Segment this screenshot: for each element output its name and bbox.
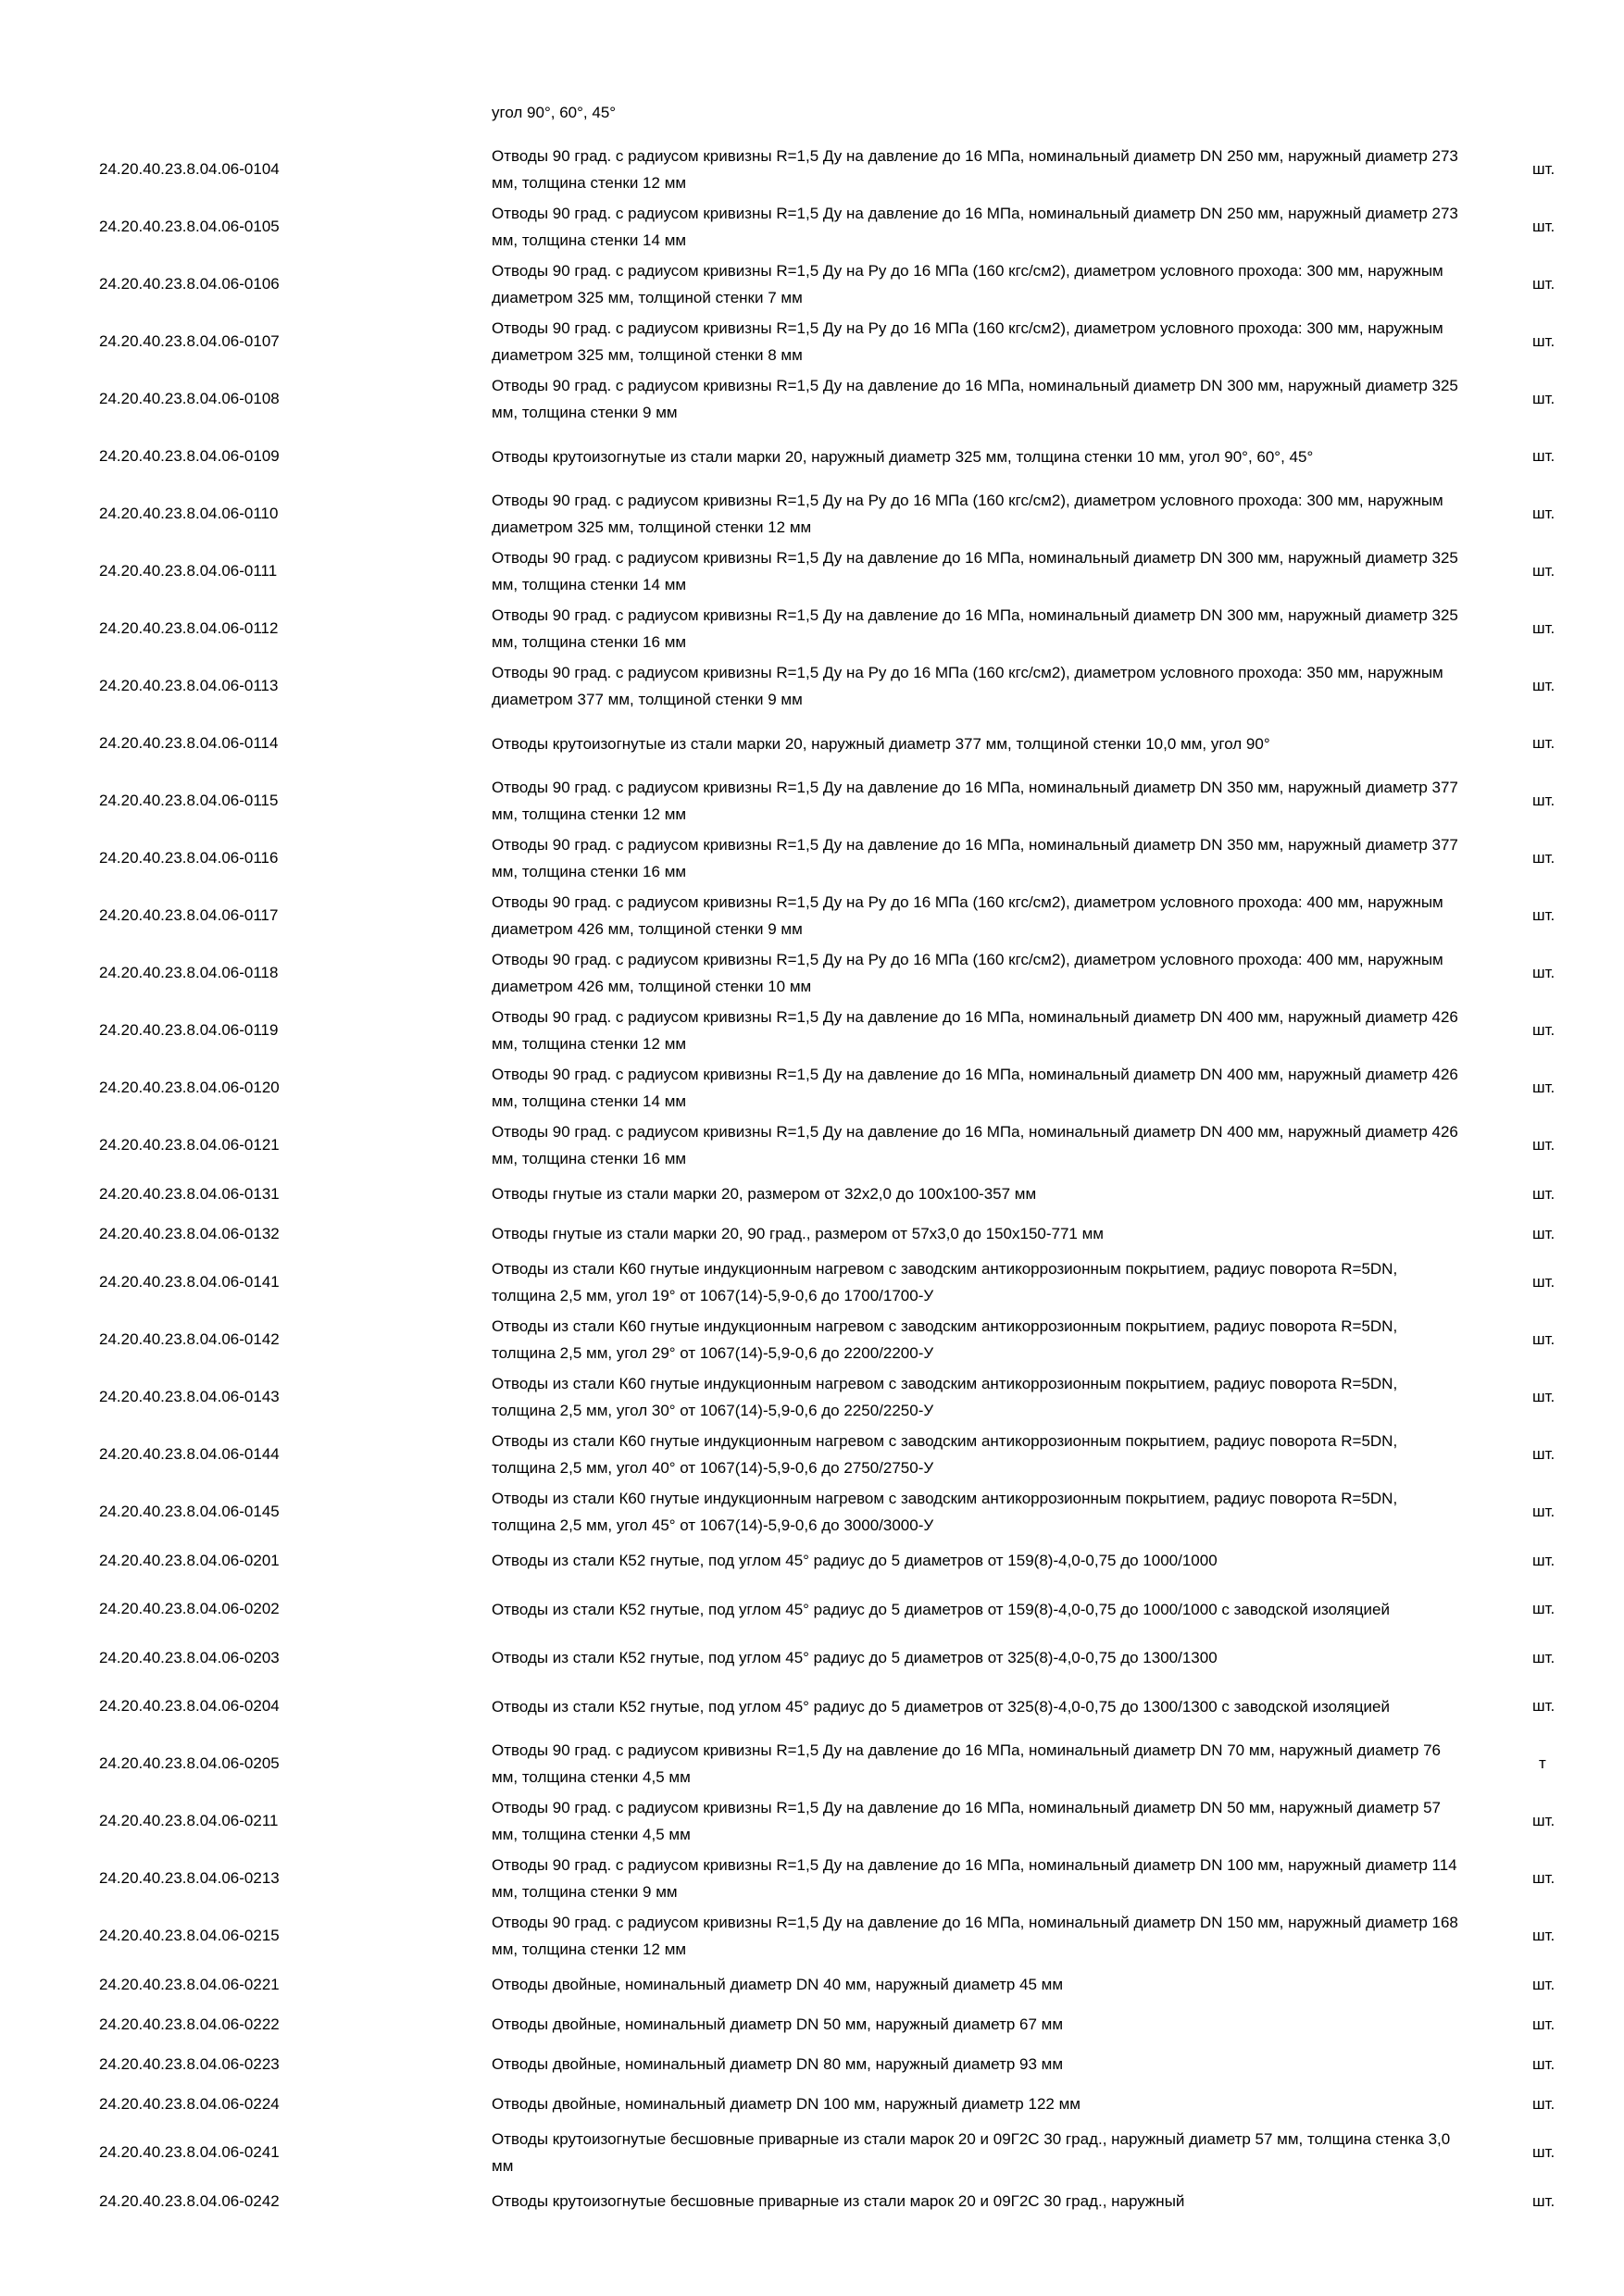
row-code: 24.20.40.23.8.04.06-0131 bbox=[99, 1184, 280, 1203]
row-description: Отводы 90 град. с радиусом кривизны R=1,5 Ду на Ру до 16 МПа (160 кгс/см2), диаметром условного прохода: 350 мм, наружным диаметром 377 мм, толщиной стенки 9 мм bbox=[492, 664, 1443, 708]
row-description: Отводы 90 град. с радиусом кривизны R=1,5 Ду на давление до 16 МПа, номинальный диаметр DN 100 мм, наружный диаметр 114 мм, толщина стенки 9 мм bbox=[492, 1856, 1457, 1901]
row-description: Отводы двойные, номинальный диаметр DN 50 мм, наружный диаметр 67 мм bbox=[492, 2015, 1064, 2033]
row-code: 24.20.40.23.8.04.06-0211 bbox=[99, 1812, 279, 1829]
table-row bbox=[0, 772, 1624, 830]
row-unit: шт. bbox=[1532, 1551, 1555, 1569]
table-row bbox=[0, 657, 1624, 715]
table-row bbox=[0, 2124, 1624, 2181]
row-code: 24.20.40.23.8.04.06-0132 bbox=[99, 1224, 280, 1242]
row-unit: шт. bbox=[1532, 906, 1555, 924]
row-unit: шт. bbox=[1532, 160, 1555, 178]
table-row bbox=[0, 141, 1624, 198]
row-code: 24.20.40.23.8.04.06-0110 bbox=[99, 505, 279, 522]
row-description: Отводы из стали К52 гнутые, под углом 45° радиус до 5 диаметров от 325(8)-4,0-0,75 до 1300/1300 с заводской изоляцией bbox=[492, 1697, 1390, 1716]
table-row bbox=[0, 256, 1624, 313]
table-row bbox=[0, 1214, 1624, 1254]
row-code: 24.20.40.23.8.04.06-0109 bbox=[99, 447, 280, 465]
row-code: 24.20.40.23.8.04.06-0242 bbox=[99, 2191, 280, 2210]
table-row bbox=[0, 2004, 1624, 2044]
table-row bbox=[0, 1254, 1624, 1311]
row-unit: шт. bbox=[1532, 1812, 1555, 1829]
row-description: Отводы из стали К60 гнутые индукционным нагревом с заводским антикоррозионным покрытием, радиус поворота R=5DN, толщина 2,5 мм, угол 30° от 1067(14)-5,9-0,6 до 2250/2250-У bbox=[492, 1375, 1398, 1419]
row-unit: шт. bbox=[1532, 2054, 1555, 2073]
row-code: 24.20.40.23.8.04.06-0118 bbox=[99, 964, 279, 981]
catalog-table bbox=[0, 141, 1624, 2221]
table-row bbox=[0, 543, 1624, 600]
row-code: 24.20.40.23.8.04.06-0201 bbox=[99, 1551, 280, 1569]
row-unit: шт. bbox=[1532, 390, 1555, 407]
row-code: 24.20.40.23.8.04.06-0221 bbox=[99, 1975, 280, 1993]
row-code: 24.20.40.23.8.04.06-0107 bbox=[99, 332, 280, 350]
row-code: 24.20.40.23.8.04.06-0114 bbox=[99, 734, 279, 752]
row-code: 24.20.40.23.8.04.06-0145 bbox=[99, 1503, 280, 1520]
row-unit: шт. bbox=[1532, 505, 1555, 522]
row-unit: шт. bbox=[1532, 1600, 1555, 1617]
row-code: 24.20.40.23.8.04.06-0106 bbox=[99, 275, 280, 293]
table-row bbox=[0, 2084, 1624, 2124]
row-unit: т bbox=[1539, 1754, 1546, 1772]
row-description: Отводы крутоизогнутые из стали марки 20, наружный диаметр 325 мм, толщина стенки 10 мм, угол 90°, 60°, 45° bbox=[492, 447, 1314, 466]
table-row bbox=[0, 1483, 1624, 1541]
row-unit: шт. bbox=[1532, 1975, 1555, 1993]
row-description: Отводы 90 град. с радиусом кривизны R=1,5 Ду на Ру до 16 МПа (160 кгс/см2), диаметром условного прохода: 300 мм, наружным диаметром 325 мм, толщиной стенки 8 мм bbox=[492, 319, 1443, 364]
row-description: Отводы крутоизогнутые бесшовные приварные из стали марок 20 и 09Г2С 30 град., наружный bbox=[492, 2192, 1185, 2210]
row-description: Отводы 90 град. с радиусом кривизны R=1,5 Ду на Ру до 16 МПа (160 кгс/см2), диаметром условного прохода: 400 мм, наружным диаметром 426 мм, толщиной стенки 10 мм bbox=[492, 951, 1443, 995]
row-unit: шт. bbox=[1532, 2015, 1555, 2033]
row-unit: шт. bbox=[1532, 1273, 1555, 1291]
table-row bbox=[0, 1735, 1624, 1792]
row-unit: шт. bbox=[1532, 1136, 1555, 1154]
row-unit: шт. bbox=[1532, 2094, 1555, 2113]
row-code: 24.20.40.23.8.04.06-0213 bbox=[99, 1869, 280, 1887]
table-row bbox=[0, 1965, 1624, 2004]
table-row bbox=[0, 485, 1624, 543]
row-unit: шт. bbox=[1532, 849, 1555, 867]
row-description: Отводы из стали К52 гнутые, под углом 45° радиус до 5 диаметров от 325(8)-4,0-0,75 до 1300/1300 bbox=[492, 1649, 1218, 1666]
row-code: 24.20.40.23.8.04.06-0113 bbox=[99, 677, 279, 694]
table-row bbox=[0, 1638, 1624, 1678]
row-unit: шт. bbox=[1532, 447, 1555, 465]
row-unit: шт. bbox=[1532, 1503, 1555, 1520]
row-code: 24.20.40.23.8.04.06-0121 bbox=[99, 1136, 280, 1154]
table-row bbox=[0, 1368, 1624, 1426]
row-code: 24.20.40.23.8.04.06-0204 bbox=[99, 1697, 280, 1715]
row-unit: шт. bbox=[1532, 734, 1555, 752]
row-description: Отводы 90 град. с радиусом кривизны R=1,5 Ду на давление до 16 МПа, номинальный диаметр DN 350 мм, наружный диаметр 377 мм, толщина стенки 12 мм bbox=[492, 779, 1458, 823]
table-row bbox=[0, 830, 1624, 887]
row-description: Отводы 90 град. с радиусом кривизны R=1,5 Ду на давление до 16 МПа, номинальный диаметр DN 70 мм, наружный диаметр 76 мм, толщина стенки 4,5 мм bbox=[492, 1741, 1441, 1786]
row-unit: шт. bbox=[1532, 332, 1555, 350]
row-code: 24.20.40.23.8.04.06-0202 bbox=[99, 1600, 280, 1617]
table-row bbox=[0, 715, 1624, 772]
row-description: Отводы двойные, номинальный диаметр DN 40 мм, наружный диаметр 45 мм bbox=[492, 1976, 1064, 1993]
row-description: Отводы крутоизогнутые бесшовные приварные из стали марок 20 и 09Г2С 30 град., наружный диаметр 57 мм, толщина стенка 3,0 мм bbox=[492, 2130, 1451, 2175]
row-description: Отводы 90 град. с радиусом кривизны R=1,5 Ду на давление до 16 МПа, номинальный диаметр DN 250 мм, наружный диаметр 273 мм, толщина стенки 12 мм bbox=[492, 147, 1458, 192]
row-code: 24.20.40.23.8.04.06-0215 bbox=[99, 1927, 280, 1944]
row-unit: шт. bbox=[1532, 1079, 1555, 1096]
row-code: 24.20.40.23.8.04.06-0223 bbox=[99, 2054, 280, 2073]
row-code: 24.20.40.23.8.04.06-0104 bbox=[99, 160, 280, 178]
row-unit: шт. bbox=[1532, 275, 1555, 293]
row-unit: шт. bbox=[1532, 1445, 1555, 1463]
table-row bbox=[0, 1059, 1624, 1117]
row-unit: шт. bbox=[1532, 1021, 1555, 1039]
row-unit: шт. bbox=[1532, 218, 1555, 235]
row-code: 24.20.40.23.8.04.06-0117 bbox=[99, 906, 279, 924]
row-unit: шт. bbox=[1532, 1184, 1555, 1203]
table-row bbox=[0, 313, 1624, 370]
row-unit: шт. bbox=[1532, 1927, 1555, 1944]
table-row bbox=[0, 1117, 1624, 1174]
row-description: Отводы 90 град. с радиусом кривизны R=1,5 Ду на Ру до 16 МПа (160 кгс/см2), диаметром условного прохода: 400 мм, наружным диаметром 426 мм, толщиной стенки 9 мм bbox=[492, 893, 1443, 938]
row-description: Отводы 90 град. с радиусом кривизны R=1,5 Ду на давление до 16 МПа, номинальный диаметр DN 400 мм, наружный диаметр 426 мм, толщина стенки 12 мм bbox=[492, 1008, 1458, 1053]
row-unit: шт. bbox=[1532, 1869, 1555, 1887]
table-row bbox=[0, 1426, 1624, 1483]
table-row bbox=[0, 1002, 1624, 1059]
row-unit: шт. bbox=[1532, 792, 1555, 809]
table-row bbox=[0, 1311, 1624, 1368]
row-description: Отводы гнутые из стали марки 20, 90 град., размером от 57х3,0 до 150х150-771 мм bbox=[492, 1225, 1104, 1242]
row-description: Отводы 90 град. с радиусом кривизны R=1,5 Ду на давление до 16 МПа, номинальный диаметр DN 50 мм, наружный диаметр 57 мм, толщина стенки 4,5 мм bbox=[492, 1799, 1441, 1843]
table-row bbox=[0, 944, 1624, 1002]
row-unit: шт. bbox=[1532, 1330, 1555, 1348]
row-code: 24.20.40.23.8.04.06-0241 bbox=[99, 2143, 280, 2161]
table-row bbox=[0, 198, 1624, 256]
row-unit: шт. bbox=[1532, 562, 1555, 580]
row-code: 24.20.40.23.8.04.06-0119 bbox=[99, 1021, 279, 1039]
row-code: 24.20.40.23.8.04.06-0111 bbox=[99, 562, 278, 580]
table-row bbox=[0, 1792, 1624, 1850]
row-code: 24.20.40.23.8.04.06-0120 bbox=[99, 1079, 280, 1096]
table-row bbox=[0, 2181, 1624, 2221]
row-description: Отводы из стали К60 гнутые индукционным нагревом с заводским антикоррозионным покрытием, радиус поворота R=5DN, толщина 2,5 мм, угол 45° от 1067(14)-5,9-0,6 до 3000/3000-У bbox=[492, 1490, 1398, 1534]
row-code: 24.20.40.23.8.04.06-0142 bbox=[99, 1330, 280, 1348]
row-code: 24.20.40.23.8.04.06-0222 bbox=[99, 2015, 280, 2033]
row-code: 24.20.40.23.8.04.06-0144 bbox=[99, 1445, 280, 1463]
table-row bbox=[0, 1678, 1624, 1735]
row-code: 24.20.40.23.8.04.06-0143 bbox=[99, 1388, 280, 1405]
row-description: Отводы из стали К52 гнутые, под углом 45° радиус до 5 диаметров от 159(8)-4,0-0,75 до 1000/1000 с заводской изоляцией bbox=[492, 1600, 1390, 1618]
row-code: 24.20.40.23.8.04.06-0115 bbox=[99, 792, 279, 809]
table-row bbox=[0, 1850, 1624, 1907]
row-unit: шт. bbox=[1532, 2191, 1555, 2210]
row-unit: шт. bbox=[1532, 619, 1555, 637]
table-row bbox=[0, 1907, 1624, 1965]
continuation-text: угол 90°, 60°, 45° bbox=[492, 104, 617, 121]
row-code: 24.20.40.23.8.04.06-0141 bbox=[99, 1273, 280, 1291]
row-description: Отводы 90 град. с радиусом кривизны R=1,5 Ду на давление до 16 МПа, номинальный диаметр DN 300 мм, наружный диаметр 325 мм, толщина стенки 9 мм bbox=[492, 377, 1458, 421]
row-code: 24.20.40.23.8.04.06-0108 bbox=[99, 390, 280, 407]
row-description: Отводы 90 град. с радиусом кривизны R=1,5 Ду на давление до 16 МПа, номинальный диаметр DN 300 мм, наружный диаметр 325 мм, толщина стенки 14 мм bbox=[492, 549, 1458, 593]
row-description: Отводы 90 град. с радиусом кривизны R=1,5 Ду на Ру до 16 МПа (160 кгс/см2), диаметром условного прохода: 300 мм, наружным диаметром 325 мм, толщиной стенки 12 мм bbox=[492, 492, 1443, 536]
row-description: Отводы 90 град. с радиусом кривизны R=1,5 Ду на давление до 16 МПа, номинальный диаметр DN 350 мм, наружный диаметр 377 мм, толщина стенки 16 мм bbox=[492, 836, 1458, 880]
row-unit: шт. bbox=[1532, 964, 1555, 981]
table-row bbox=[0, 2044, 1624, 2084]
row-description: Отводы из стали К60 гнутые индукционным нагревом с заводским антикоррозионным покрытием, радиус поворота R=5DN, толщина 2,5 мм, угол 40° от 1067(14)-5,9-0,6 до 2750/2750-У bbox=[492, 1432, 1398, 1477]
row-description: Отводы двойные, номинальный диаметр DN 100 мм, наружный диаметр 122 мм bbox=[492, 2095, 1081, 2113]
row-unit: шт. bbox=[1532, 1697, 1555, 1715]
row-description: Отводы 90 град. с радиусом кривизны R=1,5 Ду на давление до 16 МПа, номинальный диаметр DN 400 мм, наружный диаметр 426 мм, толщина стенки 14 мм bbox=[492, 1066, 1458, 1110]
row-unit: шт. bbox=[1532, 677, 1555, 694]
row-description: Отводы из стали К52 гнутые, под углом 45° радиус до 5 диаметров от 159(8)-4,0-0,75 до 1000/1000 bbox=[492, 1552, 1218, 1569]
row-description: Отводы из стали К60 гнутые индукционным нагревом с заводским антикоррозионным покрытием, радиус поворота R=5DN, толщина 2,5 мм, угол 19° от 1067(14)-5,9-0,6 до 1700/1700-У bbox=[492, 1260, 1398, 1304]
row-description: Отводы 90 град. с радиусом кривизны R=1,5 Ду на давление до 16 МПа, номинальный диаметр DN 250 мм, наружный диаметр 273 мм, толщина стенки 14 мм bbox=[492, 205, 1458, 249]
row-description: Отводы из стали К60 гнутые индукционным нагревом с заводским антикоррозионным покрытием, радиус поворота R=5DN, толщина 2,5 мм, угол 29° от 1067(14)-5,9-0,6 до 2200/2200-У bbox=[492, 1317, 1398, 1362]
row-description: Отводы 90 град. с радиусом кривизны R=1,5 Ду на давление до 16 МПа, номинальный диаметр DN 300 мм, наружный диаметр 325 мм, толщина стенки 16 мм bbox=[492, 606, 1458, 651]
table-row bbox=[0, 1541, 1624, 1580]
row-unit: шт. bbox=[1532, 1224, 1555, 1242]
row-unit: шт. bbox=[1532, 2143, 1555, 2161]
table-row bbox=[0, 370, 1624, 428]
row-code: 24.20.40.23.8.04.06-0105 bbox=[99, 218, 280, 235]
row-description: Отводы 90 град. с радиусом кривизны R=1,5 Ду на давление до 16 МПа, номинальный диаметр DN 150 мм, наружный диаметр 168 мм, толщина стенки 12 мм bbox=[492, 1914, 1458, 1958]
table-row bbox=[0, 1174, 1624, 1214]
row-description: Отводы 90 град. с радиусом кривизны R=1,5 Ду на Ру до 16 МПа (160 кгс/см2), диаметром условного прохода: 300 мм, наружным диаметром 325 мм, толщиной стенки 7 мм bbox=[492, 262, 1443, 306]
row-description: Отводы гнутые из стали марки 20, размером от 32х2,0 до 100х100-357 мм bbox=[492, 1185, 1037, 1203]
row-unit: шт. bbox=[1532, 1648, 1555, 1666]
table-row bbox=[0, 600, 1624, 657]
row-code: 24.20.40.23.8.04.06-0116 bbox=[99, 849, 279, 867]
row-code: 24.20.40.23.8.04.06-0203 bbox=[99, 1648, 280, 1666]
table-row bbox=[0, 887, 1624, 944]
row-description: Отводы крутоизогнутые из стали марки 20, наружный диаметр 377 мм, толщиной стенки 10,0 мм, угол 90° bbox=[492, 734, 1270, 753]
row-code: 24.20.40.23.8.04.06-0224 bbox=[99, 2094, 280, 2113]
row-description: Отводы 90 град. с радиусом кривизны R=1,5 Ду на давление до 16 МПа, номинальный диаметр DN 400 мм, наружный диаметр 426 мм, толщина стенки 16 мм bbox=[492, 1123, 1458, 1167]
row-unit: шт. bbox=[1532, 1388, 1555, 1405]
row-code: 24.20.40.23.8.04.06-0112 bbox=[99, 619, 279, 637]
table-row bbox=[0, 428, 1624, 485]
row-description: Отводы двойные, номинальный диаметр DN 80 мм, наружный диаметр 93 мм bbox=[492, 2055, 1064, 2073]
row-code: 24.20.40.23.8.04.06-0205 bbox=[99, 1754, 280, 1772]
table-row bbox=[0, 1580, 1624, 1638]
